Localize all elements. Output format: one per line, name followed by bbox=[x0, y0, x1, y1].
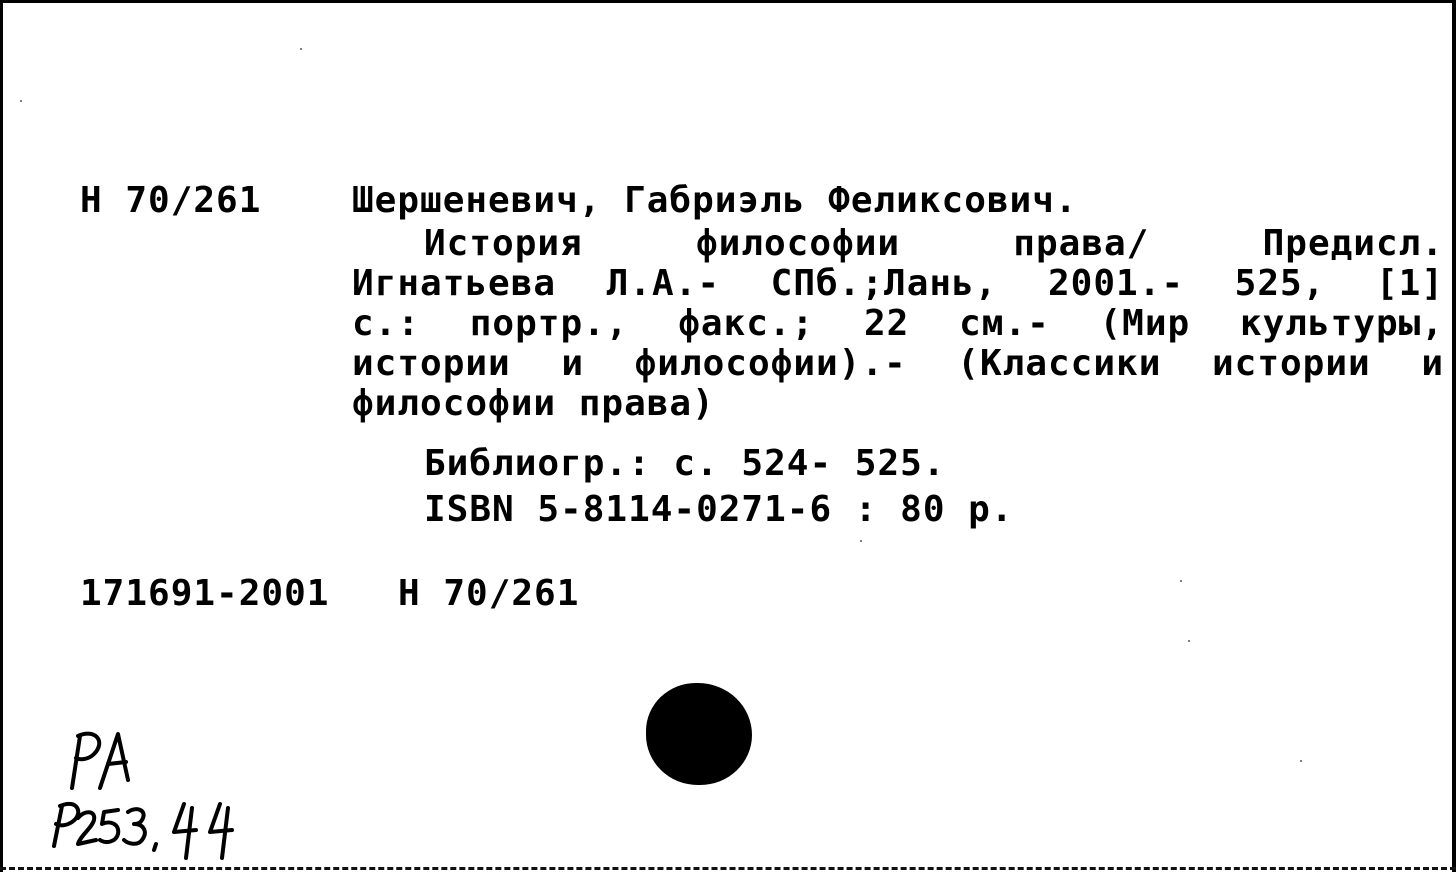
card-border-top bbox=[0, 0, 1456, 3]
card-border-left bbox=[0, 0, 3, 872]
scan-speck bbox=[860, 540, 862, 542]
scan-speck bbox=[20, 100, 22, 102]
bibliography-note: Библиогр.: с. 524- 525. bbox=[424, 443, 946, 484]
scan-speck bbox=[1180, 580, 1182, 582]
description-line: с.: портр., факс.; 22 см.- (Мир культуры, bbox=[352, 303, 1444, 344]
description-line: Игнатьева Л.А.- СПб.;Лань, 2001.- 525, [1] bbox=[352, 263, 1444, 304]
shelfmark-repeat: Н 70/261 bbox=[398, 573, 580, 614]
card-border-right bbox=[1452, 0, 1456, 872]
bibliographic-description bbox=[352, 224, 1452, 424]
isbn-price: ISBN 5-8114-0271-6 : 80 р. bbox=[424, 489, 1014, 530]
description-line: истории и философии).- (Классики истории и bbox=[352, 343, 1444, 384]
scan-speck bbox=[1188, 640, 1190, 642]
accession-number: 171691-2001 bbox=[80, 573, 330, 614]
scan-speck bbox=[1300, 760, 1302, 762]
scan-speck bbox=[300, 48, 302, 50]
punch-hole bbox=[646, 683, 752, 785]
handwritten-note bbox=[44, 718, 284, 868]
description-line: История философии права/ Предисл. bbox=[424, 223, 1444, 264]
author-heading: Шершеневич, Габриэль Феликсович. bbox=[352, 180, 1078, 221]
description-line: философии права) bbox=[352, 383, 715, 424]
shelfmark: Н 70/261 bbox=[80, 180, 262, 221]
